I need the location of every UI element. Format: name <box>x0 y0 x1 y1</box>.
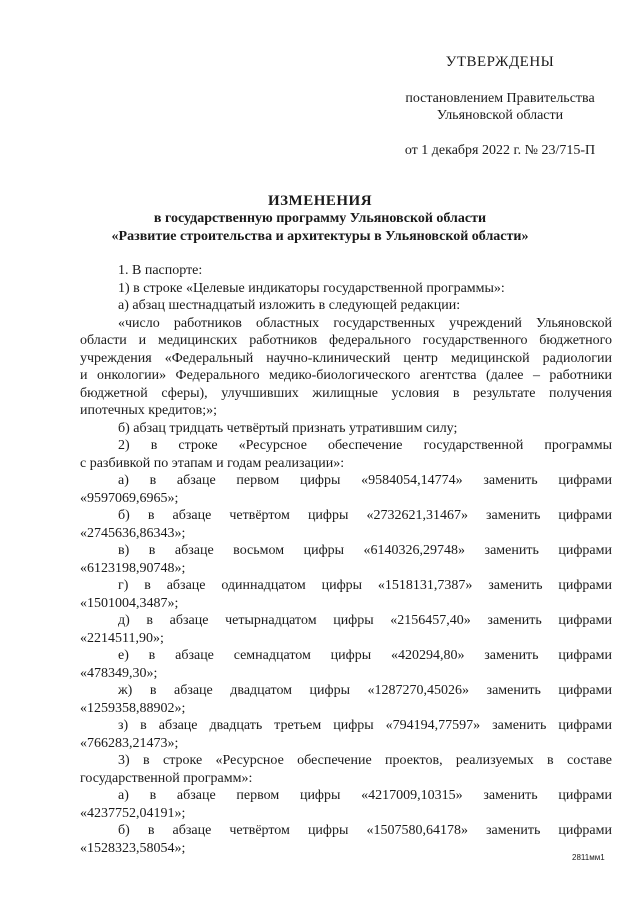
item-resource-line-1: 2) в строке «Ресурсное обеспечение государственной программы <box>118 438 612 453</box>
amendment-line: б) в абзаце четвёртом цифры «1507580,64178» заменить цифрами <box>118 823 612 838</box>
approval-heading: УТВЕРЖДЕНЫ <box>445 54 555 70</box>
amendment-value: «1501004,3487»; <box>80 595 179 611</box>
amendment-line: з) в абзаце двадцать третьем цифры «794194,77597» заменить цифрами <box>118 718 612 733</box>
amendment-value: «478349,30»; <box>80 665 158 681</box>
amendment-value: «1528323,58054»; <box>80 840 186 856</box>
new-wording-line: «число работников областных государственных учреждений Ульяновской <box>118 315 612 331</box>
new-wording-paragraph <box>80 315 612 420</box>
item-target-indicators: 1) в строке «Целевые индикаторы государственной программы»: <box>118 280 505 296</box>
document-subtitle-line-1: в государственную программу Ульяновской области <box>153 211 487 226</box>
item-paragraph-34: б) абзац тридцать четвёртый признать утратившим силу; <box>118 420 458 436</box>
item-resource-line-2: с разбивкой по этапам и годам реализации»: <box>80 455 345 471</box>
new-wording-line: области и медицинских работников федерального государственного бюджетного <box>80 333 612 348</box>
document-subtitle-line-2: «Развитие строительства и архитектуры в Ульяновской области» <box>111 229 529 244</box>
section-passport: 1. В паспорте: <box>118 263 203 278</box>
item-projects-line-1: 3) в строке «Ресурсное обеспечение проектов, реализуемых в составе <box>118 753 612 768</box>
document-title-block <box>60 192 580 246</box>
new-wording-line: бюджетной сферы), улучшивших жилищные условия в результате получения <box>80 385 612 401</box>
amendment-line: г) в абзаце одиннадцатом цифры «1518131,7387» заменить цифрами <box>118 578 612 593</box>
amendment-line: е) в абзаце семнадцатом цифры «420294,80» заменить цифрами <box>118 648 612 663</box>
amendment-value: «2214511,90»; <box>80 630 164 646</box>
amendment-line: ж) в абзаце двадцатом цифры «1287270,45026» заменить цифрами <box>118 683 612 698</box>
approval-date-number: от 1 декабря 2022 г. № 23/715-П <box>404 143 596 158</box>
item-paragraph-16: а) абзац шестнадцатый изложить в следующей редакции: <box>118 298 461 313</box>
amendment-value: «2745636,86343»; <box>80 525 186 541</box>
new-wording-line: и онкологии» Федерального медико-биологического агентства (далее – работники <box>80 368 612 383</box>
document-body <box>80 262 612 857</box>
amendment-line: в) в абзаце восьмом цифры «6140326,29748» заменить цифрами <box>118 543 612 558</box>
amendment-line: б) в абзаце четвёртом цифры «2732621,31467» заменить цифрами <box>118 508 612 523</box>
amendment-value: «6123198,90748»; <box>80 560 186 576</box>
approval-decree: постановлением Правительства Ульяновской области <box>405 91 595 123</box>
amendment-line: а) в абзаце первом цифры «9584054,14774» заменить цифрами <box>118 473 612 488</box>
amendment-value: «1259358,88902»; <box>80 700 186 716</box>
item-projects-line-2: государственной программ»: <box>80 770 253 786</box>
new-wording-line: ипотечных кредитов;»; <box>80 403 217 418</box>
amendment-value: «9597069,6965»; <box>80 490 179 506</box>
amendment-value: «766283,21473»; <box>80 735 179 751</box>
new-wording-line: учреждения «Федеральный научно-клинический центр медицинской радиологии <box>80 350 612 366</box>
amendment-line: а) в абзаце первом цифры «4217009,10315» заменить цифрами <box>118 788 612 803</box>
document-title: ИЗМЕНЕНИЯ <box>267 193 373 209</box>
footer-document-code: 2811мм1 <box>572 853 605 862</box>
amendment-value: «4237752,04191»; <box>80 805 186 821</box>
amendment-line: д) в абзаце четырнадцатом цифры «2156457,40» заменить цифрами <box>118 613 612 628</box>
